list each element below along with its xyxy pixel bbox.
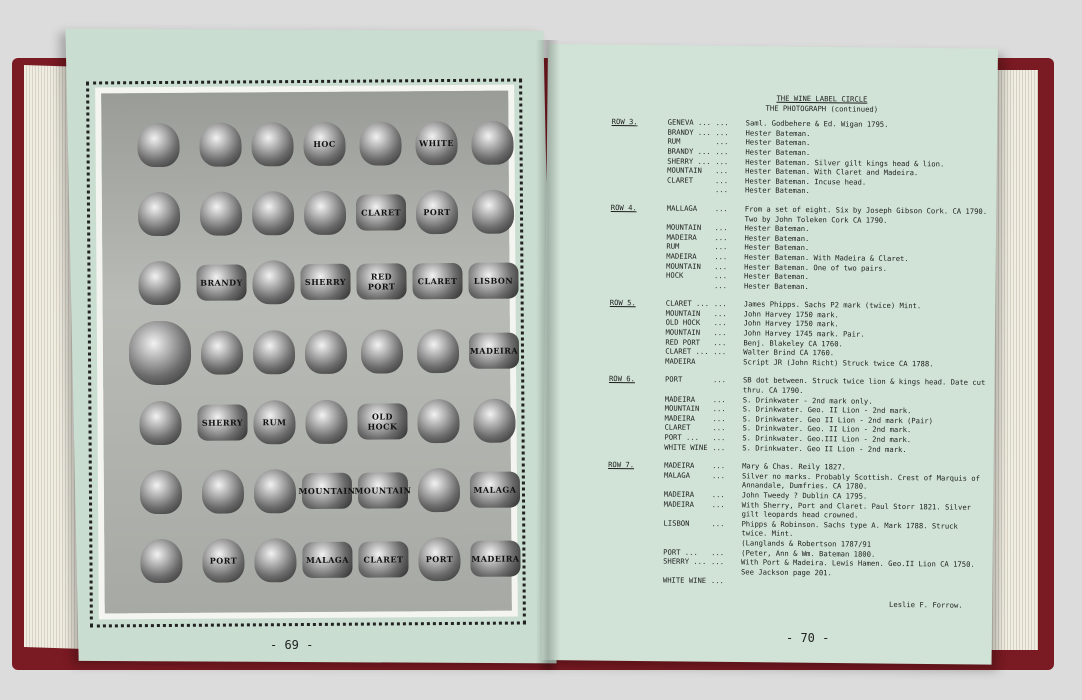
label-grid	[127, 111, 520, 593]
maker-note: S. Drinkwater. Geo. II Lion - 2nd mark.	[742, 423, 912, 435]
row-label: ROW 7.	[608, 460, 635, 470]
leader-dots: ...	[713, 347, 727, 357]
wine-name: WHITE WINE	[662, 575, 707, 586]
maker-note: John Harvey 1750 mark.	[743, 309, 839, 320]
row-label	[610, 251, 666, 261]
wine-label	[139, 401, 181, 445]
wine-label	[138, 192, 180, 236]
leader-dots: ...	[714, 261, 728, 271]
wine-label: WHITE	[415, 121, 457, 165]
row-label	[610, 308, 666, 318]
wine-name: MALAGA	[663, 470, 691, 480]
row-label	[607, 547, 663, 557]
wine-label	[201, 330, 243, 374]
wine-name: RUM	[666, 241, 680, 252]
leader-dots: ...	[713, 337, 727, 347]
wine-name: SHERRY ...	[667, 156, 711, 166]
leader-dots	[713, 357, 743, 367]
maker-note: John Harvey 1750 mark.	[743, 318, 839, 329]
maker-note: Hester Bateman.	[743, 281, 809, 291]
maker-note: Hester Bateman. Incuse head.	[745, 176, 867, 187]
row-label	[608, 432, 664, 442]
leader-dots: ...	[713, 328, 727, 338]
wine-name: CLARET	[664, 422, 691, 433]
leader-dots: ...	[713, 280, 728, 290]
row-label	[611, 156, 667, 166]
maker-note: Hester Bateman.	[744, 223, 810, 234]
wine-label	[252, 260, 294, 304]
row-label	[607, 518, 663, 538]
wine-name: MOUNTAIN	[666, 261, 701, 271]
wine-label	[304, 191, 346, 235]
wine-label: MALAGA	[302, 542, 352, 578]
wine-label: PORT	[418, 537, 460, 581]
row-label	[611, 222, 667, 232]
wine-label	[305, 330, 347, 374]
leader-dots: ...	[711, 547, 725, 557]
wine-label	[251, 122, 293, 166]
row-label	[608, 470, 664, 490]
row-label	[611, 175, 667, 185]
maker-note: S. Drinkwater. Geo.III Lion - 2nd mark.	[742, 433, 912, 445]
wine-label	[200, 191, 242, 235]
maker-note: Hester Bateman.	[744, 271, 810, 282]
leader-dots	[711, 538, 741, 548]
wine-name: MADEIRA	[664, 394, 696, 404]
leader-dots: ...	[715, 147, 729, 157]
wine-name: HOCK	[666, 270, 684, 280]
row-label	[610, 232, 666, 242]
row-label	[610, 270, 666, 280]
maker-note: (Langlands & Robertson 1787/91	[741, 538, 872, 549]
leader-dots: ...	[714, 204, 728, 214]
wine-label: PORT	[202, 539, 244, 583]
maker-note: John Tweedy ? Dublin CA 1795.	[741, 490, 868, 501]
wine-label: MADEIRA	[470, 541, 520, 577]
row-label: ROW 5.	[609, 298, 636, 308]
wine-label: RUM	[253, 400, 295, 444]
wine-name: WHITE WINE	[664, 442, 708, 452]
wine-name: PORT	[664, 375, 683, 385]
maker-note: S. Drinkwater. Geo II Lion - 2nd mark (Pair)	[742, 414, 934, 426]
wine-label	[417, 329, 459, 373]
leader-dots: ...	[714, 242, 728, 252]
row-label	[610, 280, 666, 290]
maker-note: Benj. Blakeley CA 1760.	[743, 338, 843, 349]
leader-dots: ...	[711, 499, 725, 509]
wine-name: BRANDY ...	[667, 146, 711, 157]
wine-name: CLARET ...	[665, 346, 709, 357]
row-label	[609, 327, 665, 337]
wine-name: SHERRY ...	[663, 556, 707, 567]
document-title: THE WINE LABEL CIRCLE	[776, 93, 868, 104]
wine-label	[202, 469, 244, 513]
maker-note: S. Drinkwater. Geo II Lion - 2nd mark.	[742, 442, 907, 454]
row-label	[608, 422, 664, 432]
maker-note: Saml. Godbehere & Ed. Wigan 1795.	[745, 118, 889, 130]
row-label	[611, 184, 667, 194]
wine-name: MADEIRA	[666, 232, 697, 242]
row-label	[610, 317, 666, 327]
leader-dots: ...	[712, 394, 726, 404]
maker-note: Walter Brind CA 1760.	[743, 347, 835, 358]
leader-dots: ...	[713, 318, 727, 328]
wine-label: SHERRY	[300, 264, 350, 300]
wine-label: MOUNTAIN	[302, 473, 352, 509]
leader-dots: ...	[715, 166, 729, 176]
document-subtitle: THE PHOTOGRAPH (continued)	[765, 103, 879, 114]
maker-note: SB dot between. Struck twice lion & kings head. Date cut thru. CA 1790.	[742, 375, 990, 396]
maker-note: From a set of eight. Six by Joseph Gibson Cork. CA 1790. Two by John Toleken Cork CA 1790.	[744, 204, 992, 225]
maker-note: Silver no marks. Probably Scottish. Crest of Marquis of Annandale, Dumfries. CA 1780.	[741, 471, 985, 492]
wine-label	[305, 399, 347, 443]
leader-dots: ...	[712, 375, 727, 385]
maker-note: Script JR (John Richt) Struck twice CA 1788.	[743, 357, 934, 369]
wine-name: MADEIRA	[666, 251, 697, 261]
maker-note: Hester Bateman.	[745, 137, 811, 148]
row-label	[612, 127, 668, 137]
row-label	[609, 403, 665, 413]
wine-name: MOUNTAIN	[667, 165, 702, 176]
wine-label: CLARET	[356, 194, 406, 230]
wine-label	[359, 121, 401, 165]
wine-name	[666, 280, 714, 290]
wine-name: MOUNTAIN	[664, 403, 700, 414]
leader-dots: ...	[712, 461, 726, 471]
wine-name	[663, 537, 711, 547]
maker-note: S. Drinkwater. Geo. II Lion - 2nd mark.	[742, 404, 912, 416]
row-label	[608, 442, 664, 452]
leader-dots: ...	[711, 470, 726, 480]
wine-name: CLARET	[667, 175, 694, 185]
wine-label: MOUNTAIN	[358, 472, 408, 508]
maker-note: Hester Bateman.	[744, 233, 810, 243]
row-label	[611, 146, 667, 156]
wine-label: PORT	[416, 190, 458, 234]
wine-name: MOUNTAIN	[665, 327, 701, 337]
wine-label	[253, 330, 295, 374]
row-label	[607, 556, 663, 576]
wine-name: MADEIRA	[663, 499, 695, 509]
row-label	[608, 489, 664, 499]
wine-label	[417, 399, 459, 443]
leader-dots: ...	[715, 156, 729, 166]
maker-note: (Peter, Ann & Wm. Bateman 1800.	[741, 547, 876, 559]
row-label	[609, 394, 665, 404]
row-label: ROW 6.	[608, 374, 636, 384]
wine-label	[254, 469, 296, 513]
leader-dots: ...	[714, 185, 729, 195]
wine-label	[252, 191, 294, 235]
wine-name: LISBON	[663, 518, 690, 528]
wine-name: RUM	[667, 136, 681, 147]
leader-dots: ...	[712, 404, 726, 414]
row-label: ROW 3.	[611, 117, 638, 127]
row-label	[609, 337, 665, 347]
wine-label	[361, 329, 403, 373]
maker-note: S. Drinkwater - 2nd mark only.	[742, 395, 873, 406]
wine-name: OLD HOCK	[665, 318, 701, 328]
wine-name: MADEIRA	[664, 460, 695, 471]
row-label	[611, 165, 667, 175]
maker-note: John Harvey 1745 mark. Pair.	[743, 328, 865, 339]
maker-note: Hester Bateman.	[745, 147, 811, 158]
row-label: ROW 4.	[610, 202, 637, 213]
wine-name: PORT ...	[663, 547, 698, 557]
right-page-edges	[990, 70, 1038, 650]
wine-name: MALLAGA	[666, 203, 698, 213]
maker-note: Hester Bateman.	[744, 185, 810, 196]
leader-dots: ...	[712, 423, 726, 433]
wine-labels-photograph	[101, 91, 520, 614]
leader-dots: ...	[712, 433, 726, 443]
leader-dots: ...	[713, 299, 727, 309]
maker-note: With Port & Madeira. Lewis Hamen. Geo.II Lion CA 1750. See Jackson page 201.	[740, 557, 980, 578]
wine-name: CLARET ...	[665, 298, 710, 309]
maker-note: James Phipps. Sachs P2 mark (twice) Mint.	[743, 299, 922, 311]
maker-note: With Sherry, Port and Claret. Paul Storr 1821. Silver gilt leopards head crowned.	[741, 499, 976, 520]
row-label	[609, 356, 665, 366]
left-page-number: - 69 -	[270, 638, 314, 652]
maker-note: Hester Bateman. With Madeira & Claret.	[744, 252, 909, 264]
row-label	[610, 260, 666, 270]
wine-label	[254, 538, 296, 582]
row-label	[610, 241, 666, 251]
row-label	[611, 136, 667, 146]
leader-dots: ...	[715, 137, 729, 147]
maker-note	[741, 577, 987, 589]
row-label	[609, 413, 665, 423]
wine-name: BRANDY ...	[667, 127, 711, 137]
leader-dots: ...	[714, 232, 728, 242]
wine-name: GENEVA ...	[667, 117, 712, 128]
wine-name: RED PORT	[665, 337, 701, 347]
wine-label: MADEIRA	[469, 333, 519, 369]
leader-dots: ...	[711, 557, 725, 567]
row-label	[607, 575, 663, 585]
wine-name: MADEIRA	[665, 356, 696, 366]
wine-label: HOC	[303, 121, 345, 165]
leader-dots: ...	[714, 271, 728, 281]
wine-name	[667, 185, 715, 195]
wine-label	[418, 468, 460, 512]
row-label	[607, 537, 663, 547]
maker-note: Mary & Chas. Reily 1827.	[742, 461, 846, 472]
leader-dots: ...	[712, 413, 726, 424]
wine-label	[473, 398, 515, 442]
leader-dots: ...	[714, 251, 728, 262]
document-rows	[607, 117, 992, 589]
row-label	[608, 499, 664, 519]
leader-dots: ...	[715, 175, 729, 185]
wine-label: CLARET	[358, 542, 408, 578]
book-gutter-shadow	[536, 40, 560, 670]
maker-note: Hester Bateman.	[745, 128, 811, 138]
wine-label: OLD HOCK	[357, 403, 407, 439]
leader-dots: ...	[710, 576, 724, 586]
leader-dots: ...	[715, 118, 729, 128]
wine-label	[137, 123, 179, 167]
right-page-number: - 70 -	[786, 631, 830, 645]
maker-note: Hester Bateman. One of two pairs.	[744, 261, 888, 273]
leader-dots: ...	[712, 442, 726, 452]
wine-label	[138, 261, 180, 305]
wine-name: MADEIRA	[663, 489, 695, 499]
wine-label: BRANDY	[196, 265, 246, 301]
maker-note: Hester Bateman. Silver gilt kings head & lion.	[745, 156, 945, 169]
wine-name: PORT ...	[664, 432, 700, 442]
signature: Leslie F. Forrow.	[889, 599, 963, 610]
wine-label: MALAGA	[470, 471, 520, 507]
leader-dots: ...	[714, 223, 728, 233]
leader-dots: ...	[711, 490, 725, 500]
wine-label: RED PORT	[356, 264, 406, 300]
wine-name: MADEIRA	[664, 413, 695, 423]
wine-name: MOUNTAIN	[665, 308, 701, 318]
leader-dots: ...	[711, 518, 725, 528]
wine-label	[472, 190, 514, 234]
wine-label: SHERRY	[197, 404, 247, 440]
row-label	[609, 346, 665, 356]
maker-note: Hester Bateman. With Claret and Madeira.	[745, 166, 919, 178]
wine-label	[471, 120, 513, 164]
wine-label	[140, 470, 182, 514]
leader-dots: ...	[713, 308, 727, 319]
wine-label	[140, 539, 182, 583]
maker-note: Hester Bateman.	[744, 242, 810, 253]
wine-label: CLARET	[412, 263, 462, 299]
leader-dots: ...	[715, 127, 729, 138]
wine-name: MOUNTAIN	[666, 222, 702, 233]
wine-label	[129, 321, 191, 385]
maker-note: Phipps & Robinson. Sachs type A. Mark 1788. Struck twice. Mint.	[741, 519, 963, 539]
wine-label	[199, 122, 241, 166]
typed-document	[607, 92, 992, 610]
wine-label: LISBON	[468, 263, 518, 299]
